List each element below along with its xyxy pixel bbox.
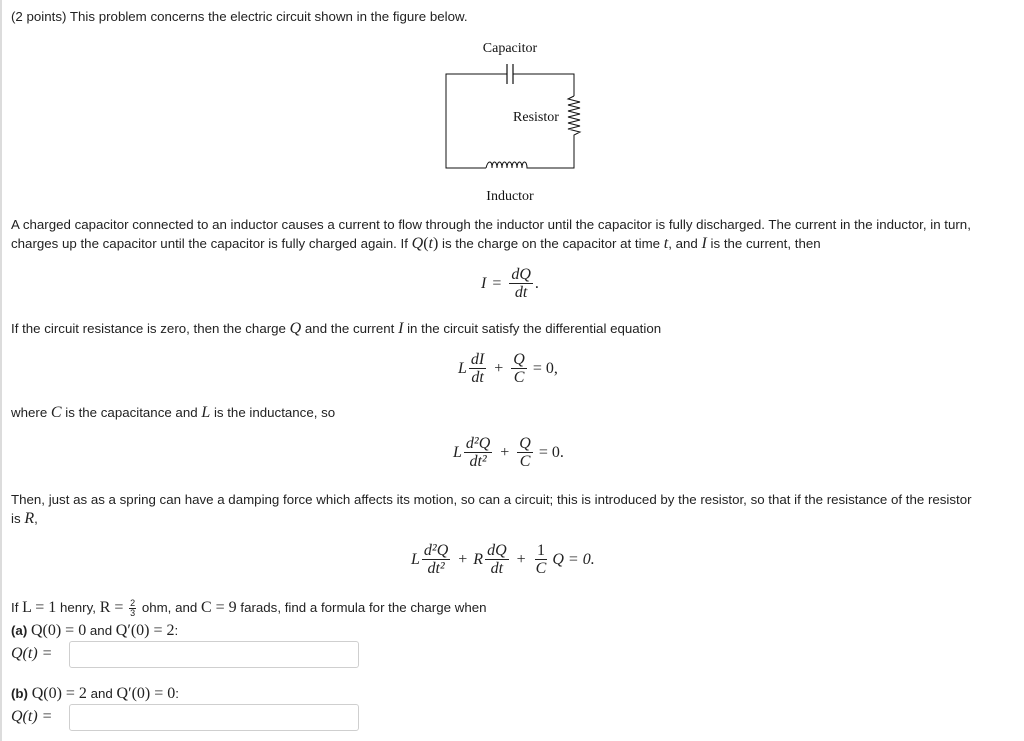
- points-label: (2 points): [11, 9, 67, 24]
- part-b-conditions: (b) Q(0) = 2 and Q′(0) = 0:: [11, 685, 179, 702]
- inductor-label: Inductor: [486, 189, 534, 202]
- paragraph-3: where C is the capacitance and L is the inductance, so: [11, 404, 336, 421]
- given-values: If L = 1 henry, R = $\frac{2}{3}$ ohm, and C = 9 farads, find a formula for the charge when: [11, 597, 487, 618]
- paragraph-4-line-1: Then, just as as a spring can have a damping force which affects its motion, so can a circuit; this is introduced by the resistor, so that if the resistance of the resistor: [11, 492, 972, 507]
- page-left-border: [0, 0, 2, 741]
- equation-lc: L $\frac{dI}{dt}$ + $\frac{Q}{C}$ = 0,: [458, 351, 558, 386]
- capacitor-label: Capacitor: [482, 41, 538, 56]
- circuit-diagram: [444, 38, 584, 202]
- resistor-label: Resistor: [513, 110, 559, 125]
- paragraph-1-line-1: A charged capacitor connected to an inductor causes a current to flow through the inductor until the capacitor is fully discharged. The current in the inductor, in turn,: [11, 217, 971, 232]
- equation-current: I = $\frac{dQ}{dt}$ .: [481, 266, 539, 301]
- part-a-answer-label: Q(t) =: [11, 645, 53, 662]
- part-b-answer-label: Q(t) =: [11, 708, 53, 725]
- paragraph-1-line-2: charges up the capacitor until the capacitor is fully charged again. If Q(t) is the charge on the capacitor at time t, and I is the current, then: [11, 235, 821, 252]
- equation-rlc: L $\frac{\text{d²Q}}{\text{dt²}}$ + R $\frac{dQ}{dt}$ + $\frac{1}{C}$ Q = 0.: [411, 542, 595, 577]
- problem-intro: This problem concerns the electric circuit shown in the figure below.: [69, 9, 468, 24]
- paragraph-4-line-2: is R,: [11, 510, 38, 527]
- part-a-answer-input[interactable]: [69, 641, 359, 668]
- paragraph-2: If the circuit resistance is zero, then the charge Q and the current I in the circuit satisfy the differential equation: [11, 320, 662, 337]
- problem-header: [11, 7, 468, 26]
- part-b-answer-input[interactable]: [69, 704, 359, 731]
- part-a-conditions: (a) Q(0) = 0 and Q′(0) = 2:: [11, 622, 179, 639]
- equation-second-order: L $\frac{\text{d²Q}}{\text{dt²}}$ + $\frac{Q}{C}$ = 0.: [453, 435, 564, 470]
